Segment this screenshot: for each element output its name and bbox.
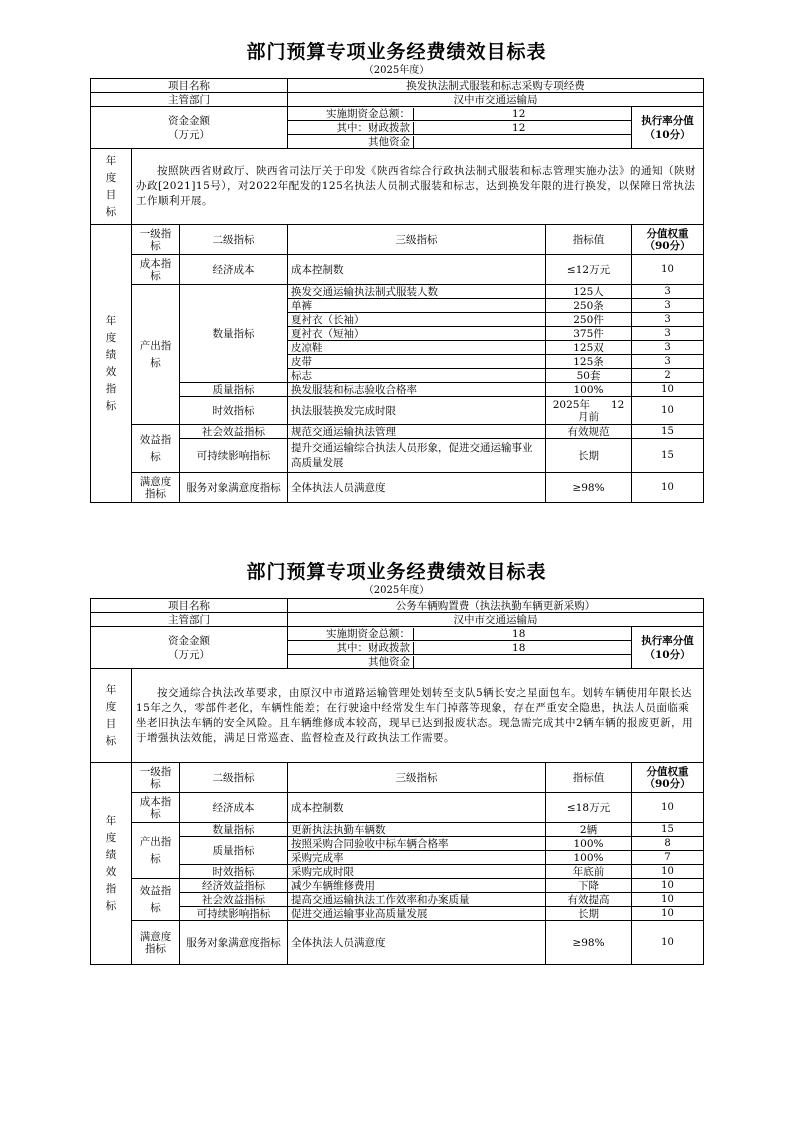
table-row (91, 879, 704, 893)
lvl3-cell: 促进交通运输事业高质量发展 (288, 907, 546, 921)
header-lvl2: 二级指标 (180, 225, 288, 255)
lvl2-cell: 可持续影响指标 (180, 907, 288, 921)
value-cell: ≤12万元 (546, 255, 632, 285)
weight-cell: 10 (632, 473, 704, 503)
table-row (91, 865, 704, 879)
lvl3-cell: 全体执法人员满意度 (288, 921, 546, 965)
funds-fiscal-label: 其中：财政拨款 (288, 642, 414, 654)
lvl2-cell: 社会效益指标 (180, 425, 288, 439)
lvl3-cell: 按照采购合同验收中标车辆合格率 (288, 837, 546, 851)
table-title: 部门预算专项业务经费绩效目标表 (246, 561, 547, 583)
weight-cell: 10 (632, 865, 704, 879)
lvl1-cell: 效益指标 (132, 425, 180, 473)
weight-cell: 10 (632, 921, 704, 965)
lvl2-cell: 可持续影响指标 (180, 439, 288, 473)
value-cell: 125条 (546, 355, 632, 369)
goal-label: 年度目标 (91, 669, 132, 763)
funds-other-value (414, 136, 631, 148)
weight-cell: 7 (632, 851, 704, 865)
weight-cell: 15 (632, 425, 704, 439)
value-cell: 250条 (546, 299, 632, 313)
value-cell: 50套 (546, 369, 632, 383)
value-cell: 100% (546, 383, 632, 397)
value-cell: 下降 (546, 879, 632, 893)
table-row (91, 255, 704, 285)
weight-cell: 3 (632, 327, 704, 341)
weight-cell: 3 (632, 313, 704, 327)
value-cell: ≥98% (546, 921, 632, 965)
funds-total-value: 12 (512, 107, 526, 120)
lvl3-cell: 执法服装换发完成时限 (288, 397, 546, 425)
funds-other-value (414, 656, 631, 668)
lvl2-cell: 社会效益指标 (180, 893, 288, 907)
lvl2-cell: 数量指标 (180, 285, 288, 383)
header-weight: 分值权重 （90分） (632, 225, 704, 255)
table-row (91, 397, 704, 425)
weight-cell: 3 (632, 341, 704, 355)
weight-cell: 10 (632, 255, 704, 285)
lvl1-cell: 效益指标 (132, 879, 180, 921)
table-row (91, 823, 704, 837)
lvl3-cell: 提升交通运输综合执法人员形象，促进交通运输事业高质量发展 (288, 439, 546, 473)
lvl3-cell: 成本控制数 (288, 793, 546, 823)
lvl3-cell: 采购完成率 (288, 851, 546, 865)
value-cell: 2025年 12月前 (546, 397, 632, 425)
value-cell: 100% (546, 851, 632, 865)
table-row (91, 793, 704, 823)
perf-table-1 (90, 40, 703, 503)
value-cell: 2辆 (546, 823, 632, 837)
weight-cell: 8 (632, 837, 704, 851)
exec-rate-label: 执行率分值 （10分） (632, 627, 704, 669)
weight-cell: 3 (632, 355, 704, 369)
lvl3-cell: 全体执法人员满意度 (288, 473, 546, 503)
weight-cell: 10 (632, 397, 704, 425)
budget-table (90, 598, 704, 965)
weight-cell: 10 (632, 893, 704, 907)
value-cell: 长期 (546, 907, 632, 921)
dept-value: 汉中市交通运输局 (288, 93, 704, 107)
table-row (91, 425, 704, 439)
weight-cell: 3 (632, 285, 704, 299)
value-cell: 375件 (546, 327, 632, 341)
dept-label: 主管部门 (91, 93, 288, 107)
lvl3-cell: 规范交通运输执法管理 (288, 425, 546, 439)
lvl3-cell: 减少车辆维修费用 (288, 879, 546, 893)
perf-label: 年度绩效指标 (91, 225, 132, 503)
header-lvl3: 三级指标 (288, 763, 546, 793)
project-name-value: 换发执法制式服装和标志采购专项经费 (288, 79, 704, 93)
value-cell: 年底前 (546, 865, 632, 879)
table-row (91, 893, 704, 907)
lvl2-cell: 经济成本 (180, 255, 288, 285)
lvl3-cell: 皮带 (288, 355, 546, 369)
table-year: （2025年度） (363, 65, 430, 76)
goal-text: 按照陕西省财政厅、陕西省司法厅关于印发《陕西省综合行政执法制式服装和标志管理实施办法》的通知（陕财办政[2021]15号），对2022年配发的125名执法人员制式服装和标志，达到换发年限的进行换发，以保障日常执法工作顺利开展。 (132, 149, 704, 225)
value-cell: 有效提高 (546, 893, 632, 907)
value-cell: 有效规范 (546, 425, 632, 439)
lvl1-cell: 成本指标 (132, 255, 180, 285)
funds-other-label: 其他资金 (288, 656, 414, 668)
header-value: 指标值 (546, 225, 632, 255)
header-lvl1: 一级指标 (132, 763, 180, 793)
table-year: （2025年度） (363, 585, 430, 596)
weight-cell: 15 (632, 823, 704, 837)
lvl2-cell: 数量指标 (180, 823, 288, 837)
goal-text: 按交通综合执法改革要求，由原汉中市道路运输管理处划转至支队5辆长安之星面包车。划转车辆使用年限长达15年之久，零部件老化，车辆性能差；在行驶途中经常发生车门掉落等现象，存在严重安全隐患，执法人员面临乘坐老旧执法车辆的安全风险。且车辆维修成本较高，现早已达到报废状态。现急需完成其中2辆车辆的报废更新，用于增强执法效能，满足日常巡查、监督检查及行政执法工作需要。 (132, 669, 704, 763)
lvl1-cell: 满意度指标 (132, 473, 180, 503)
lvl2-cell: 时效指标 (180, 865, 288, 879)
lvl2-cell: 时效指标 (180, 397, 288, 425)
lvl1-cell: 成本指标 (132, 793, 180, 823)
lvl2-cell: 质量指标 (180, 383, 288, 397)
weight-cell: 10 (632, 383, 704, 397)
project-name-label: 项目名称 (91, 79, 288, 93)
lvl3-cell: 成本控制数 (288, 255, 546, 285)
weight-cell: 10 (632, 879, 704, 893)
weight-cell: 3 (632, 299, 704, 313)
value-cell: 长期 (546, 439, 632, 473)
lvl3-cell: 采购完成时限 (288, 865, 546, 879)
perf-table-2 (90, 560, 703, 965)
funds-label: 资金金额 （万元） (91, 107, 288, 149)
table-row (91, 837, 704, 851)
lvl3-cell: 换发服装和标志验收合格率 (288, 383, 546, 397)
header-weight: 分值权重 （90分） (632, 763, 704, 793)
lvl1-cell: 满意度指标 (132, 921, 180, 965)
lvl3-cell: 标志 (288, 369, 546, 383)
lvl1-cell: 产出指标 (132, 823, 180, 879)
value-cell: 125双 (546, 341, 632, 355)
header-lvl2: 二级指标 (180, 763, 288, 793)
dept-value: 汉中市交通运输局 (288, 613, 704, 627)
table-title: 部门预算专项业务经费绩效目标表 (246, 41, 547, 63)
table-row (91, 907, 704, 921)
header-lvl3: 三级指标 (288, 225, 546, 255)
budget-table (90, 78, 704, 503)
funds-fiscal-value: 12 (512, 121, 526, 134)
perf-label: 年度绩效指标 (91, 763, 132, 965)
funds-label: 资金金额 （万元） (91, 627, 288, 669)
table-row (91, 383, 704, 397)
value-cell: 250件 (546, 313, 632, 327)
lvl2-cell: 经济效益指标 (180, 879, 288, 893)
value-cell: 100% (546, 837, 632, 851)
lvl3-cell: 提高交通运输执法工作效率和办案质量 (288, 893, 546, 907)
funds-total-value: 18 (512, 627, 526, 640)
lvl3-cell: 换发交通运输执法制式服装人数 (288, 285, 546, 299)
lvl3-cell: 夏衬衣（短袖） (288, 327, 546, 341)
weight-cell: 2 (632, 369, 704, 383)
funds-total-label: 实施期资金总额： (288, 628, 414, 640)
value-cell: ≥98% (546, 473, 632, 503)
header-lvl1: 一级指标 (132, 225, 180, 255)
value-cell: 125人 (546, 285, 632, 299)
funds-total-label: 实施期资金总额： (288, 108, 414, 120)
value-cell: ≤18万元 (546, 793, 632, 823)
project-name-value: 公务车辆购置费（执法执勤车辆更新采购） (288, 599, 704, 613)
lvl2-cell: 服务对象满意度指标 (180, 921, 288, 965)
table-row (91, 473, 704, 503)
lvl3-cell: 夏衬衣（长袖） (288, 313, 546, 327)
table-row (91, 439, 704, 473)
lvl1-cell: 产出指标 (132, 285, 180, 425)
project-name-label: 项目名称 (91, 599, 288, 613)
goal-label: 年度目标 (91, 149, 132, 225)
funds-other-label: 其他资金 (288, 136, 414, 148)
lvl3-cell: 更新执法执勤车辆数 (288, 823, 546, 837)
lvl2-cell: 质量指标 (180, 837, 288, 865)
lvl2-cell: 服务对象满意度指标 (180, 473, 288, 503)
dept-label: 主管部门 (91, 613, 288, 627)
funds-fiscal-value: 18 (512, 641, 526, 654)
lvl3-cell: 单裤 (288, 299, 546, 313)
weight-cell: 10 (632, 907, 704, 921)
weight-cell: 10 (632, 793, 704, 823)
exec-rate-label: 执行率分值 （10分） (632, 107, 704, 149)
weight-cell: 15 (632, 439, 704, 473)
table-row (91, 921, 704, 965)
funds-fiscal-label: 其中：财政拨款 (288, 122, 414, 134)
lvl3-cell: 皮凉鞋 (288, 341, 546, 355)
header-value: 指标值 (546, 763, 632, 793)
table-row (91, 285, 704, 299)
lvl2-cell: 经济成本 (180, 793, 288, 823)
